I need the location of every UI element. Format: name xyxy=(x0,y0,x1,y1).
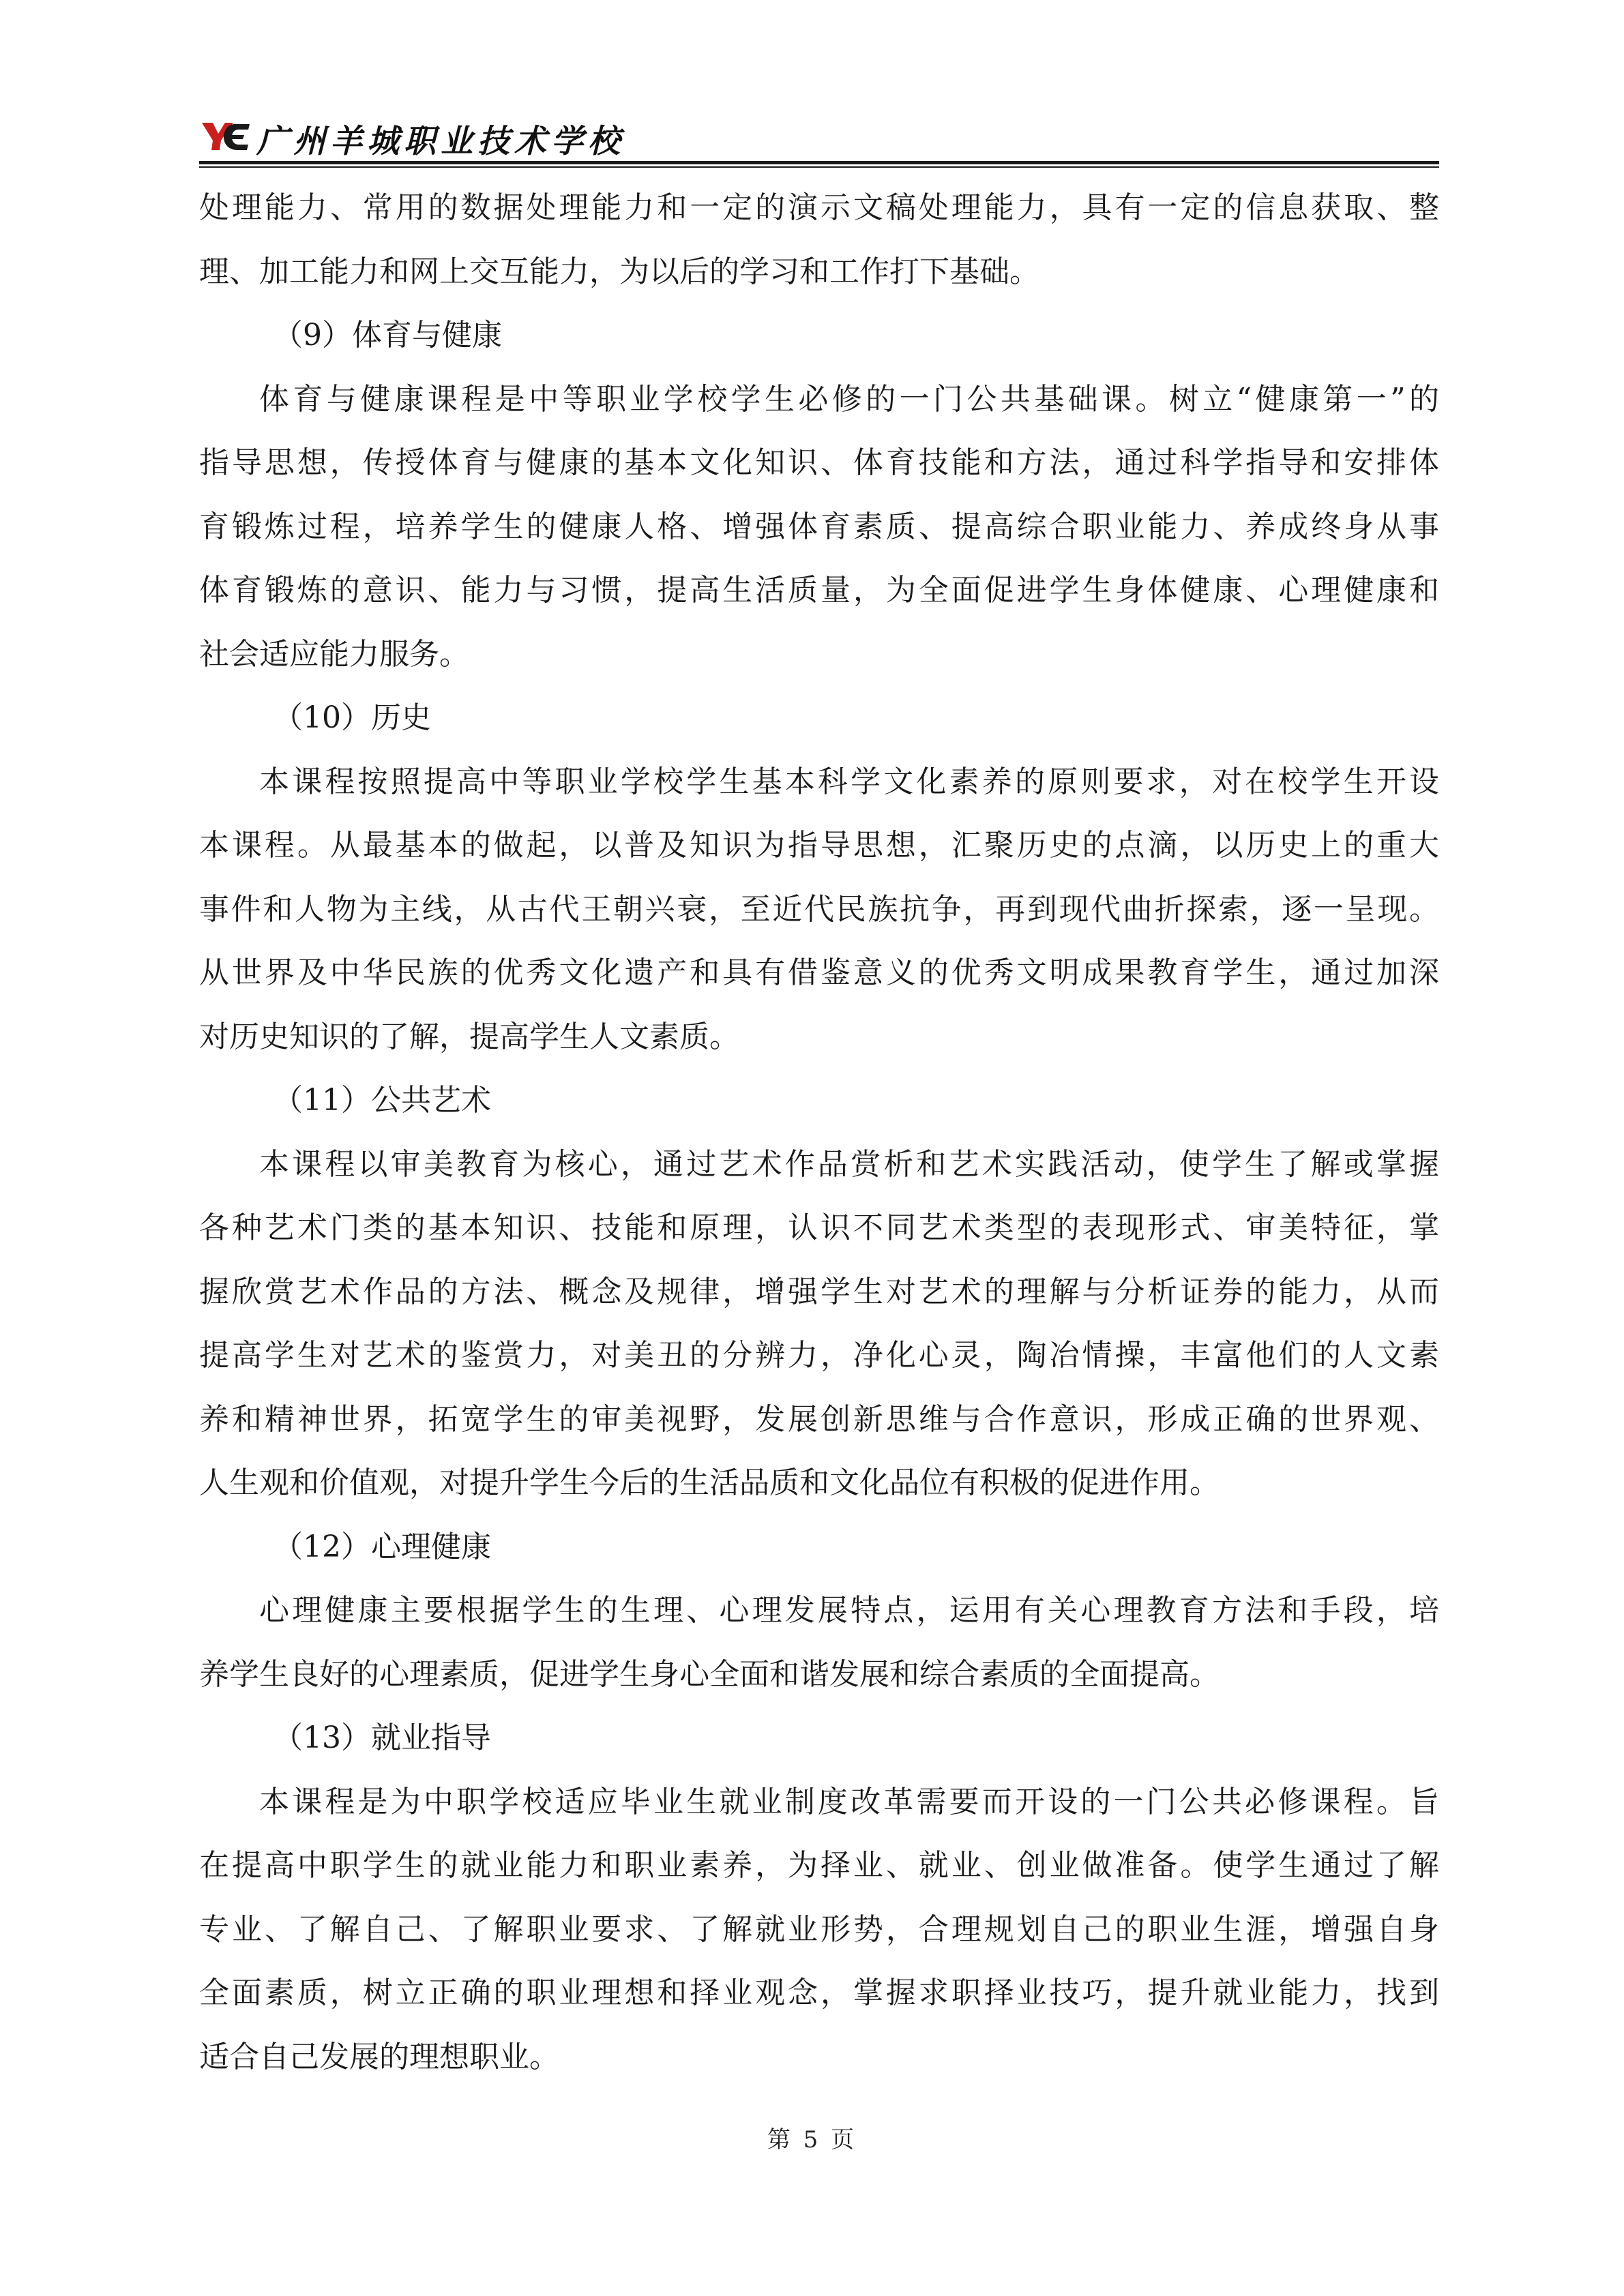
paragraph-line: 体育与健康课程是中等职业学校学生必修的一门公共基础课。树立“健康第一”的 xyxy=(259,381,1439,417)
section-heading: （11）公共艺术 xyxy=(273,1083,491,1118)
document-body xyxy=(199,176,1439,2089)
paragraph-line: 适合自己发展的理想职业。 xyxy=(199,2039,559,2074)
paragraph-line: 握欣赏艺术作品的方法、概念及规律，增强学生对艺术的理解与分析证券的能力，从而 xyxy=(199,1274,1439,1309)
paragraph-line: 各种艺术门类的基本知识、技能和原理，认识不同艺术类型的表现形式、审美特征，掌 xyxy=(199,1210,1439,1245)
paragraph-line: 指导思想，传授体育与健康的基本文化知识、体育技能和方法，通过科学指导和安排体 xyxy=(199,445,1439,480)
section-heading: （9）体育与健康 xyxy=(273,318,502,353)
header-rule-thin xyxy=(199,166,1439,168)
paragraph-line: 本课程按照提高中等职业学校学生基本科学文化素养的原则要求，对在校学生开设 xyxy=(259,764,1439,799)
paragraph-line: 专业、了解自己、了解职业要求、了解就业形势，合理规划自己的职业生涯，增强自身 xyxy=(199,1911,1439,1947)
paragraph-line: 社会适应能力服务。 xyxy=(199,636,469,672)
paragraph-line: 人生观和价值观，对提升学生今后的生活品质和文化品位有积极的促进作用。 xyxy=(199,1465,1220,1500)
section-heading: （12）心理健康 xyxy=(273,1529,491,1564)
paragraph-line: 养和精神世界，拓宽学生的审美视野，发展创新思维与合作意识，形成正确的世界观、 xyxy=(199,1401,1439,1437)
paragraph-line: 心理健康主要根据学生的生理、心理发展特点，运用有关心理教育方法和手段，培 xyxy=(259,1593,1439,1628)
section-heading: （10）历史 xyxy=(273,700,431,735)
page-header xyxy=(199,115,1434,158)
paragraph-line: 处理能力、常用的数据处理能力和一定的演示文稿处理能力，具有一定的信息获取、整 xyxy=(199,190,1439,225)
paragraph-line: 对历史知识的了解，提高学生人文素质。 xyxy=(199,1019,739,1054)
paragraph-line: 全面素质，树立正确的职业理想和择业观念，掌握求职择业技巧，提升就业能力，找到 xyxy=(199,1976,1439,2010)
paragraph-line: 理、加工能力和网上交互能力，为以后的学习和工作打下基础。 xyxy=(199,254,1039,289)
header-rule-thick xyxy=(199,161,1439,164)
yc-logo-icon xyxy=(199,119,252,154)
paragraph-line: 提高学生对艺术的鉴赏力，对美丑的分辨力，净化心灵，陶冶情操，丰富他们的人文素 xyxy=(199,1338,1439,1373)
paragraph-line: 本课程。从最基本的做起，以普及知识为指导思想，汇聚历史的点滴，以历史上的重大 xyxy=(199,828,1439,863)
page-number: 第 5 页 xyxy=(767,2126,857,2153)
paragraph-line: 体育锻炼的意识、能力与习惯，提高生活质量，为全面促进学生身体健康、心理健康和 xyxy=(199,573,1439,608)
section-heading: （13）就业指导 xyxy=(273,1720,491,1755)
paragraph-line: 本课程是为中职学校适应毕业生就业制度改革需要而开设的一门公共必修课程。旨 xyxy=(259,1784,1439,1819)
paragraph-line: 育锻炼过程，培养学生的健康人格、增强体育素质、提高综合职业能力、养成终身从事 xyxy=(199,509,1439,544)
school-name: 广州羊城职业技术学校 xyxy=(256,123,625,160)
paragraph-line: 事件和人物为主线，从古代王朝兴衰，至近代民族抗争，再到现代曲折探索，逐一呈现。 xyxy=(199,891,1439,927)
paragraph-line: 在提高中职学生的就业能力和职业素养，为择业、就业、创业做准备。使学生通过了解 xyxy=(199,1848,1439,1883)
paragraph-line: 从世界及中华民族的优秀文化遗产和具有借鉴意义的优秀文明成果教育学生，通过加深 xyxy=(199,955,1439,990)
paragraph-line: 本课程以审美教育为核心，通过艺术作品赏析和艺术实践活动，使学生了解或掌握 xyxy=(259,1146,1439,1182)
body-lines xyxy=(199,176,1439,2089)
paragraph-line: 养学生良好的心理素质，促进学生身心全面和谐发展和综合素质的全面提高。 xyxy=(199,1656,1220,1692)
